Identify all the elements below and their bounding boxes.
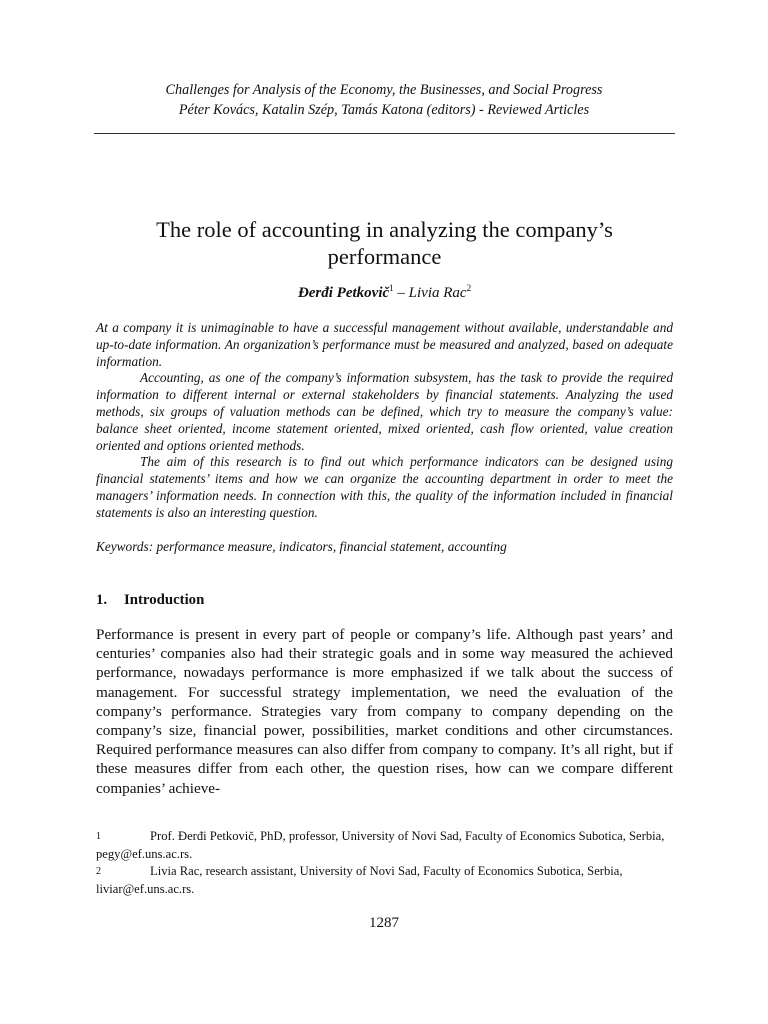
section-title: Introduction — [124, 592, 205, 608]
footnote-1-mark: 1 — [96, 831, 101, 842]
author-1: Đerđi Petkovič — [297, 285, 390, 301]
section-heading — [96, 592, 204, 609]
abstract-paragraph-3: The aim of this research is to find out which performance indicators can be designed using financial statements’ items and how we can organize the accounting department in order to meet the managers’ information needs. In connection with this, the quality of the information included in financial statements is also an interesting question. — [96, 454, 673, 520]
abstract-paragraph-2: Accounting, as one of the company’s information subsystem, has the task to provide the required information to different internal or external stakeholders by financial statements. Analyzing the used methods, six groups of valuation methods can be defined, which try to measure the company’s value: balance sheet oriented, income statement oriented, mixed oriented, cash flow oriented, value creation oriented and options oriented methods. — [96, 370, 673, 453]
section-number: 1. — [96, 592, 108, 608]
page-number: 1287 — [369, 915, 399, 931]
abstract-paragraph-1: At a company it is unimaginable to have a successful management without available, understandable and up-to-date information. An organization’s performance must be measured and analyzed, based on adequate information. — [96, 320, 673, 369]
header-line-2: Péter Kovács, Katalin Szép, Tamás Katona (editors) - Reviewed Articles — [178, 102, 590, 118]
header-rule — [94, 133, 675, 134]
author-line — [94, 278, 675, 303]
footnote-2-text: Livia Rac, research assistant, University of Novi Sad, Faculty of Economics Subotica, Serbia, liviar@ef.uns.ac.rs. — [96, 864, 623, 896]
footnotes — [96, 828, 673, 898]
title-line-2: performance — [327, 244, 442, 269]
footnote-2 — [96, 863, 673, 898]
author-2: Livia Rac — [408, 285, 467, 301]
header-line-1: Challenges for Analysis of the Economy, the Businesses, and Social Progress — [165, 82, 603, 98]
title-line-1: The role of accounting in analyzing the company’s — [156, 217, 613, 242]
running-header — [94, 80, 674, 120]
paper-title — [94, 216, 675, 270]
body-text — [96, 625, 673, 798]
body-paragraph-1: Performance is present in every part of people or company’s life. Although past years’ and centuries’ companies also had their strategic goals and in some way measured the achieved performance, nowadays performance is more emphasized if we talk about the success of management. For successful strategy implementation, we need the evaluation of the company’s performance. Strategies vary from company to company depending on the company’s size, financial power, possibilities, market conditions and other circumstances. Required performance measures can also differ from company to company. It’s all right, but if these measures differ from each other, the question rises, how can we compare different companies’ achieve- — [96, 626, 673, 797]
author-separator: – — [393, 285, 409, 301]
author-1-footnote-mark: 1 — [389, 283, 394, 293]
abstract — [96, 320, 673, 522]
footnote-2-mark: 2 — [96, 866, 101, 877]
footnote-1 — [96, 828, 673, 863]
keywords: Keywords: performance measure, indicators, financial statement, accounting — [96, 539, 507, 554]
footnote-1-text: Prof. Đerđi Petkovič, PhD, professor, University of Novi Sad, Faculty of Economics Subotica, Serbia, pegy@ef.uns.ac.rs. — [96, 829, 665, 861]
author-2-footnote-mark: 2 — [466, 283, 472, 293]
